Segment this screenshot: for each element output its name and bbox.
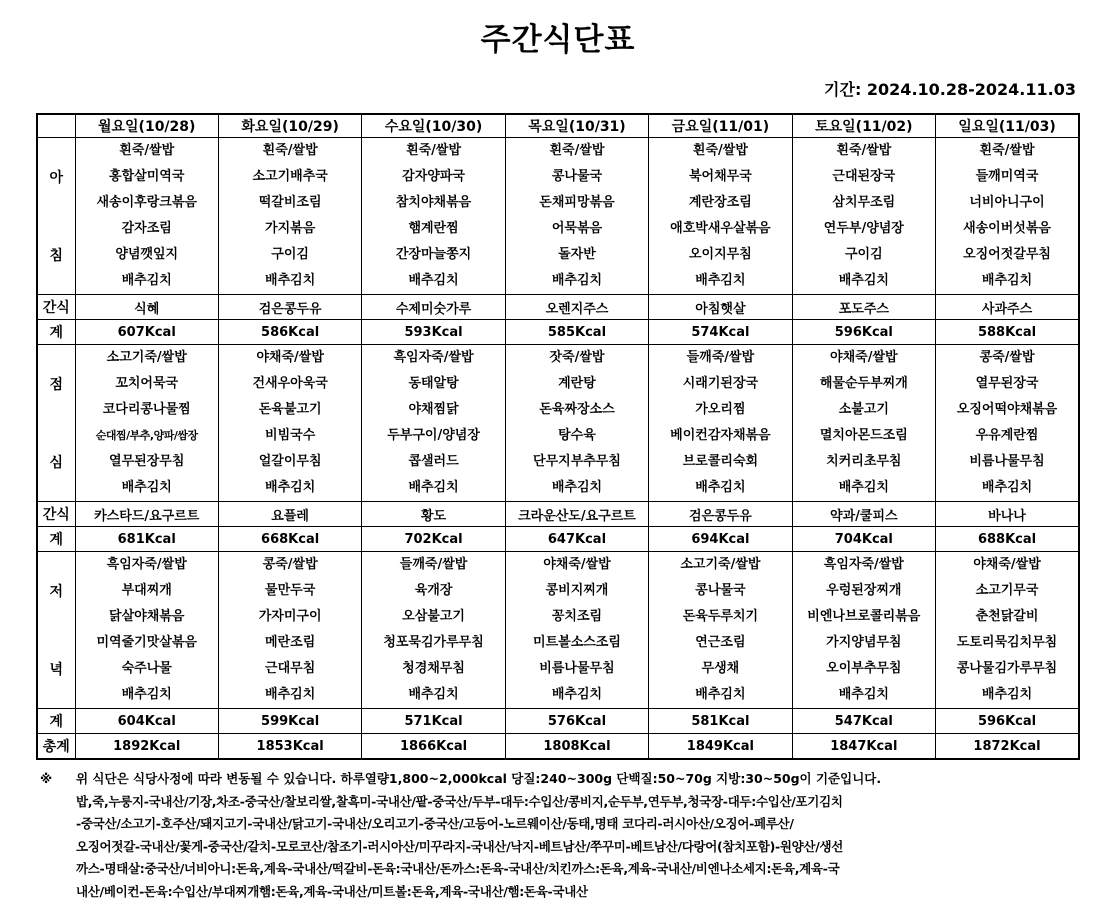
menu-item: 참치야채볶음 bbox=[362, 190, 504, 216]
menu-item: 탕수육 bbox=[506, 423, 648, 449]
menu-item: 꽁치조림 bbox=[506, 604, 648, 630]
day-header: 금요일(11/01) bbox=[649, 114, 792, 138]
menu-item: 감자양파국 bbox=[362, 164, 504, 190]
origin-note-line: 내산/베이컨-돈육:수입산/부대찌개햄:돈육,계육-국내산/미트볼:돈육,계육-국내산/햄:돈육-국내산 bbox=[76, 881, 1080, 903]
lunch-snack-row-cell: 바나나 bbox=[936, 502, 1079, 527]
menu-item: 가지양념무침 bbox=[793, 630, 935, 656]
menu-item: 잣죽/쌀밥 bbox=[506, 345, 648, 371]
breakfast-menu-cell bbox=[936, 138, 1079, 295]
menu-item: 배추김치 bbox=[936, 682, 1078, 708]
menu-item: 청경채무침 bbox=[362, 656, 504, 682]
dinner-menu-cell bbox=[936, 552, 1079, 709]
menu-item: 연두부/양념장 bbox=[793, 216, 935, 242]
menu-item: 구이김 bbox=[793, 242, 935, 268]
lunch-menu-cell bbox=[218, 345, 361, 502]
total-kcal-row bbox=[37, 734, 1079, 760]
menu-item: 오징어떡야채볶음 bbox=[936, 397, 1078, 423]
menu-item: 야채죽/쌀밥 bbox=[936, 552, 1078, 578]
menu-item: 배추김치 bbox=[76, 682, 218, 708]
dinner-row bbox=[37, 552, 1079, 709]
menu-item: 콩나물김가루무침 bbox=[936, 656, 1078, 682]
menu-item: 배추김치 bbox=[506, 682, 648, 708]
menu-item: 소고기무국 bbox=[936, 578, 1078, 604]
day-header: 토요일(11/02) bbox=[792, 114, 935, 138]
menu-item: 부대찌개 bbox=[76, 578, 218, 604]
menu-item: 새송이버섯볶음 bbox=[936, 216, 1078, 242]
origin-note-line: -중국산/소고기-호주산/돼지고기-국내산/닭고기-국내산/오리고기-중국산/고등어-노르웨이산/동태,명태 코다리-러시아산/오징어-페루산/ bbox=[76, 813, 1080, 836]
lunch-kcal-row-cell: 681Kcal bbox=[75, 527, 218, 552]
menu-item: 돈육불고기 bbox=[219, 397, 361, 423]
menu-item: 들깨미역국 bbox=[936, 164, 1078, 190]
menu-item: 야채죽/쌀밥 bbox=[219, 345, 361, 371]
menu-item: 흰죽/쌀밥 bbox=[506, 138, 648, 164]
menu-item: 메란조림 bbox=[219, 630, 361, 656]
menu-item: 얼갈이무침 bbox=[219, 449, 361, 475]
breakfast-kcal-row-cell: 596Kcal bbox=[792, 320, 935, 345]
breakfast-snack-row-cell: 포도주스 bbox=[792, 295, 935, 320]
total-kcal-row-cell: 1847Kcal bbox=[792, 734, 935, 760]
menu-item: 열무된장무침 bbox=[76, 449, 218, 475]
total-kcal-row-cell: 1872Kcal bbox=[936, 734, 1079, 760]
dinner-menu-cell bbox=[649, 552, 792, 709]
breakfast-menu-cell bbox=[218, 138, 361, 295]
lunch-kcal-row-cell: 688Kcal bbox=[936, 527, 1079, 552]
lunch-kcal-row-cell: 668Kcal bbox=[218, 527, 361, 552]
menu-item: 간장마늘쫑지 bbox=[362, 242, 504, 268]
menu-item: 오이부추무침 bbox=[793, 656, 935, 682]
menu-item: 멸치아몬드조림 bbox=[793, 423, 935, 449]
day-header: 목요일(10/31) bbox=[505, 114, 648, 138]
day-header: 월요일(10/28) bbox=[75, 114, 218, 138]
menu-item: 흑임자죽/쌀밥 bbox=[76, 552, 218, 578]
menu-item: 무생채 bbox=[649, 656, 791, 682]
menu-item: 배추김치 bbox=[793, 682, 935, 708]
total-kcal-row-cell: 1892Kcal bbox=[75, 734, 218, 760]
menu-item: 돈육짜장소스 bbox=[506, 397, 648, 423]
breakfast-snack-row-cell: 아침햇살 bbox=[649, 295, 792, 320]
meal-label-char: 심 bbox=[38, 452, 75, 472]
menu-item: 꼬치어묵국 bbox=[76, 371, 218, 397]
lunch-menu-cell bbox=[362, 345, 505, 502]
lunch-kcal-row-cell: 704Kcal bbox=[792, 527, 935, 552]
dinner-kcal-row-cell: 581Kcal bbox=[649, 709, 792, 734]
lunch-kcal-row-cell: 702Kcal bbox=[362, 527, 505, 552]
menu-item: 콩나물국 bbox=[649, 578, 791, 604]
menu-item: 배추김치 bbox=[76, 268, 218, 294]
menu-item: 두부구이/양념장 bbox=[362, 423, 504, 449]
menu-item: 소불고기 bbox=[793, 397, 935, 423]
dinner-kcal-row-cell: 576Kcal bbox=[505, 709, 648, 734]
breakfast-snack-row-cell: 식혜 bbox=[75, 295, 218, 320]
menu-item: 흰죽/쌀밥 bbox=[362, 138, 504, 164]
menu-item: 코다리콩나물찜 bbox=[76, 397, 218, 423]
total-kcal-row-cell: 1853Kcal bbox=[218, 734, 361, 760]
menu-item: 콩죽/쌀밥 bbox=[936, 345, 1078, 371]
menu-item: 야채죽/쌀밥 bbox=[793, 345, 935, 371]
nutrition-note: 위 식단은 식당사정에 따라 변동될 수 있습니다. 하루열량1,800~2,000kcal 당질:240~300g 단백질:50~70g 지방:30~50g이 기준입니다. bbox=[76, 768, 1080, 791]
breakfast-snack-row-cell: 사과주스 bbox=[936, 295, 1079, 320]
menu-item: 배추김치 bbox=[506, 268, 648, 294]
breakfast-kcal-row-cell: 586Kcal bbox=[218, 320, 361, 345]
menu-item: 육개장 bbox=[362, 578, 504, 604]
menu-item: 소고기배추국 bbox=[219, 164, 361, 190]
page-title: 주간식단표 bbox=[0, 14, 1116, 59]
menu-item: 구이김 bbox=[219, 242, 361, 268]
menu-item: 베이컨감자채볶음 bbox=[649, 423, 791, 449]
meal-label-char: 아 bbox=[38, 167, 75, 187]
breakfast-label bbox=[37, 138, 75, 295]
origin-note-line: 오징어젓갈-국내산/꽃게-중국산/갈치-모로코산/참조기-러시아산/미꾸라지-국내산/낙지-베트남산/쭈꾸미-베트남산/다랑어(참치포함)-원양산/생선 bbox=[76, 836, 1080, 859]
lunch-snack-row-cell: 크라운산도/요구르트 bbox=[505, 502, 648, 527]
lunch-snack-row-cell: 약과/쿨피스 bbox=[792, 502, 935, 527]
breakfast-kcal-row-cell: 588Kcal bbox=[936, 320, 1079, 345]
menu-item: 계란탕 bbox=[506, 371, 648, 397]
menu-item: 물만두국 bbox=[219, 578, 361, 604]
menu-item: 배추김치 bbox=[936, 475, 1078, 501]
menu-item: 돈육두루치기 bbox=[649, 604, 791, 630]
menu-item: 소고기죽/쌀밥 bbox=[649, 552, 791, 578]
dinner-kcal-row-cell: 547Kcal bbox=[792, 709, 935, 734]
menu-item: 배추김치 bbox=[793, 475, 935, 501]
menu-item: 콩비지찌개 bbox=[506, 578, 648, 604]
menu-item: 해물순두부찌개 bbox=[793, 371, 935, 397]
menu-item: 배추김치 bbox=[362, 682, 504, 708]
menu-item: 배추김치 bbox=[219, 268, 361, 294]
menu-item: 도토리묵김치무침 bbox=[936, 630, 1078, 656]
lunch-snack-row-cell: 요플레 bbox=[218, 502, 361, 527]
menu-item: 가오리찜 bbox=[649, 397, 791, 423]
day-header-row bbox=[37, 114, 1079, 138]
lunch-snack-row-cell: 카스타드/요구르트 bbox=[75, 502, 218, 527]
total-kcal-row-cell: 1808Kcal bbox=[505, 734, 648, 760]
lunch-snack-row-cell: 검은콩두유 bbox=[649, 502, 792, 527]
dinner-label bbox=[37, 552, 75, 709]
menu-item: 연근조림 bbox=[649, 630, 791, 656]
lunch-menu-cell bbox=[792, 345, 935, 502]
lunch-label bbox=[37, 345, 75, 502]
menu-item: 숙주나물 bbox=[76, 656, 218, 682]
menu-item: 삼치무조림 bbox=[793, 190, 935, 216]
menu-item: 소고기죽/쌀밥 bbox=[76, 345, 218, 371]
menu-item: 비름나물무침 bbox=[506, 656, 648, 682]
dinner-kcal-row-cell: 599Kcal bbox=[218, 709, 361, 734]
dinner-kcal-row bbox=[37, 709, 1079, 734]
menu-item: 미역줄기맛살볶음 bbox=[76, 630, 218, 656]
menu-item: 들깨죽/쌀밥 bbox=[362, 552, 504, 578]
breakfast-menu-cell bbox=[649, 138, 792, 295]
breakfast-kcal-row-cell: 607Kcal bbox=[75, 320, 218, 345]
menu-item: 새송이후랑크볶음 bbox=[76, 190, 218, 216]
dinner-menu-cell bbox=[362, 552, 505, 709]
meal-label-char: 침 bbox=[38, 245, 75, 265]
total-kcal-row-cell: 1866Kcal bbox=[362, 734, 505, 760]
lunch-snack-row-label: 간식 bbox=[37, 502, 75, 527]
menu-item: 배추김치 bbox=[76, 475, 218, 501]
day-header: 일요일(11/03) bbox=[936, 114, 1079, 138]
menu-item: 너비아니구이 bbox=[936, 190, 1078, 216]
dinner-menu-cell bbox=[792, 552, 935, 709]
breakfast-kcal-row-cell: 574Kcal bbox=[649, 320, 792, 345]
meal-label-char: 저 bbox=[38, 581, 75, 601]
menu-item: 가지볶음 bbox=[219, 216, 361, 242]
menu-item: 건새우아욱국 bbox=[219, 371, 361, 397]
breakfast-kcal-row-cell: 585Kcal bbox=[505, 320, 648, 345]
menu-item: 감자조림 bbox=[76, 216, 218, 242]
menu-item: 닭살야채볶음 bbox=[76, 604, 218, 630]
breakfast-row bbox=[37, 138, 1079, 295]
menu-item: 배추김치 bbox=[506, 475, 648, 501]
meal-label-char: 녁 bbox=[38, 659, 75, 679]
lunch-kcal-row bbox=[37, 527, 1079, 552]
menu-item: 야채죽/쌀밥 bbox=[506, 552, 648, 578]
lunch-kcal-row-cell: 694Kcal bbox=[649, 527, 792, 552]
menu-item: 배추김치 bbox=[793, 268, 935, 294]
menu-item: 비빔국수 bbox=[219, 423, 361, 449]
menu-item: 떡갈비조림 bbox=[219, 190, 361, 216]
breakfast-snack-row-label: 간식 bbox=[37, 295, 75, 320]
notes-section bbox=[40, 768, 1080, 903]
weekly-menu-table bbox=[36, 113, 1080, 760]
lunch-snack-row bbox=[37, 502, 1079, 527]
menu-item: 배추김치 bbox=[362, 475, 504, 501]
menu-item: 오징어젓갈무침 bbox=[936, 242, 1078, 268]
menu-item: 흰죽/쌀밥 bbox=[649, 138, 791, 164]
menu-item: 돈채피망볶음 bbox=[506, 190, 648, 216]
menu-item: 콩나물국 bbox=[506, 164, 648, 190]
menu-item: 비름나물무침 bbox=[936, 449, 1078, 475]
menu-item: 돌자반 bbox=[506, 242, 648, 268]
menu-item: 흰죽/쌀밥 bbox=[936, 138, 1078, 164]
menu-item: 근대된장국 bbox=[793, 164, 935, 190]
origin-note-line: 밥,죽,누룽지-국내산/기장,차조-중국산/찰보리쌀,찰흑미-국내산/팥-중국산/두부-대두:수입산/콩비지,순두부,연두부,청국장-대두:수입산/포기김치 bbox=[76, 791, 1080, 814]
lunch-row bbox=[37, 345, 1079, 502]
dinner-kcal-row-label: 계 bbox=[37, 709, 75, 734]
breakfast-menu-cell bbox=[792, 138, 935, 295]
total-kcal-row-label: 총계 bbox=[37, 734, 75, 760]
menu-item: 배추김치 bbox=[649, 682, 791, 708]
menu-item: 춘천닭갈비 bbox=[936, 604, 1078, 630]
origin-note-line: 까스-명태살:중국산/너비아니:돈육,계육-국내산/떡갈비-돈육:국내산/돈까스:돈육-국내산/치킨까스:돈육,계육-국내산/비엔나소세지:돈육,계육-국 bbox=[76, 858, 1080, 881]
breakfast-snack-row-cell: 수제미숫가루 bbox=[362, 295, 505, 320]
breakfast-snack-row-cell: 검은콩두유 bbox=[218, 295, 361, 320]
menu-item: 비엔나브로콜리볶음 bbox=[793, 604, 935, 630]
breakfast-kcal-row-cell: 593Kcal bbox=[362, 320, 505, 345]
menu-item: 야채찜닭 bbox=[362, 397, 504, 423]
menu-item: 북어채무국 bbox=[649, 164, 791, 190]
menu-item: 오이지무침 bbox=[649, 242, 791, 268]
note-mark: ※ bbox=[40, 768, 52, 791]
breakfast-snack-row-cell: 오렌지주스 bbox=[505, 295, 648, 320]
menu-item: 흑임자죽/쌀밥 bbox=[362, 345, 504, 371]
menu-item: 들깨죽/쌀밥 bbox=[649, 345, 791, 371]
menu-item: 콥샐러드 bbox=[362, 449, 504, 475]
dinner-kcal-row-cell: 571Kcal bbox=[362, 709, 505, 734]
dinner-menu-cell bbox=[505, 552, 648, 709]
breakfast-menu-cell bbox=[362, 138, 505, 295]
menu-item: 청포묵김가루무침 bbox=[362, 630, 504, 656]
menu-item: 열무된장국 bbox=[936, 371, 1078, 397]
menu-item: 단무지부추무침 bbox=[506, 449, 648, 475]
menu-period: 기간: 2024.10.28-2024.11.03 bbox=[824, 77, 1076, 100]
menu-item: 어묵볶음 bbox=[506, 216, 648, 242]
lunch-menu-cell bbox=[936, 345, 1079, 502]
menu-item: 흑임자죽/쌀밥 bbox=[793, 552, 935, 578]
menu-item: 흰죽/쌀밥 bbox=[219, 138, 361, 164]
menu-item: 시래기된장국 bbox=[649, 371, 791, 397]
lunch-kcal-row-cell: 647Kcal bbox=[505, 527, 648, 552]
lunch-menu-cell bbox=[75, 345, 218, 502]
menu-item: 흰죽/쌀밥 bbox=[793, 138, 935, 164]
menu-item: 흰죽/쌀밥 bbox=[76, 138, 218, 164]
breakfast-snack-row bbox=[37, 295, 1079, 320]
menu-item: 오삼불고기 bbox=[362, 604, 504, 630]
menu-item: 양념깻잎지 bbox=[76, 242, 218, 268]
lunch-kcal-row-label: 계 bbox=[37, 527, 75, 552]
menu-item: 근대무침 bbox=[219, 656, 361, 682]
meal-label-char: 점 bbox=[38, 374, 75, 394]
menu-item: 배추김치 bbox=[219, 475, 361, 501]
breakfast-menu-cell bbox=[75, 138, 218, 295]
dinner-menu-cell bbox=[218, 552, 361, 709]
breakfast-menu-cell bbox=[505, 138, 648, 295]
menu-item: 콩죽/쌀밥 bbox=[219, 552, 361, 578]
total-kcal-row-cell: 1849Kcal bbox=[649, 734, 792, 760]
day-header: 수요일(10/30) bbox=[362, 114, 505, 138]
menu-item: 순대찜/부추,양파/쌈장 bbox=[76, 423, 218, 449]
lunch-menu-cell bbox=[649, 345, 792, 502]
menu-item: 동태알탕 bbox=[362, 371, 504, 397]
menu-item: 배추김치 bbox=[219, 682, 361, 708]
origin-notes bbox=[40, 791, 1080, 903]
menu-item: 계란장조림 bbox=[649, 190, 791, 216]
menu-item: 가자미구이 bbox=[219, 604, 361, 630]
menu-item: 배추김치 bbox=[362, 268, 504, 294]
breakfast-kcal-row-label: 계 bbox=[37, 320, 75, 345]
lunch-menu-cell bbox=[505, 345, 648, 502]
dinner-kcal-row-cell: 604Kcal bbox=[75, 709, 218, 734]
menu-item: 애호박새우살볶음 bbox=[649, 216, 791, 242]
menu-item: 배추김치 bbox=[649, 475, 791, 501]
breakfast-kcal-row bbox=[37, 320, 1079, 345]
menu-item: 우렁된장찌개 bbox=[793, 578, 935, 604]
menu-item: 배추김치 bbox=[936, 268, 1078, 294]
menu-item: 배추김치 bbox=[649, 268, 791, 294]
menu-item: 우유계란찜 bbox=[936, 423, 1078, 449]
day-header: 화요일(10/29) bbox=[218, 114, 361, 138]
menu-item: 미트볼소스조림 bbox=[506, 630, 648, 656]
dinner-menu-cell bbox=[75, 552, 218, 709]
corner-cell bbox=[37, 114, 75, 138]
menu-item: 치커리초무침 bbox=[793, 449, 935, 475]
dinner-kcal-row-cell: 596Kcal bbox=[936, 709, 1079, 734]
menu-item: 홍합살미역국 bbox=[76, 164, 218, 190]
menu-item: 햄계란찜 bbox=[362, 216, 504, 242]
lunch-snack-row-cell: 황도 bbox=[362, 502, 505, 527]
menu-item: 브로콜리숙회 bbox=[649, 449, 791, 475]
